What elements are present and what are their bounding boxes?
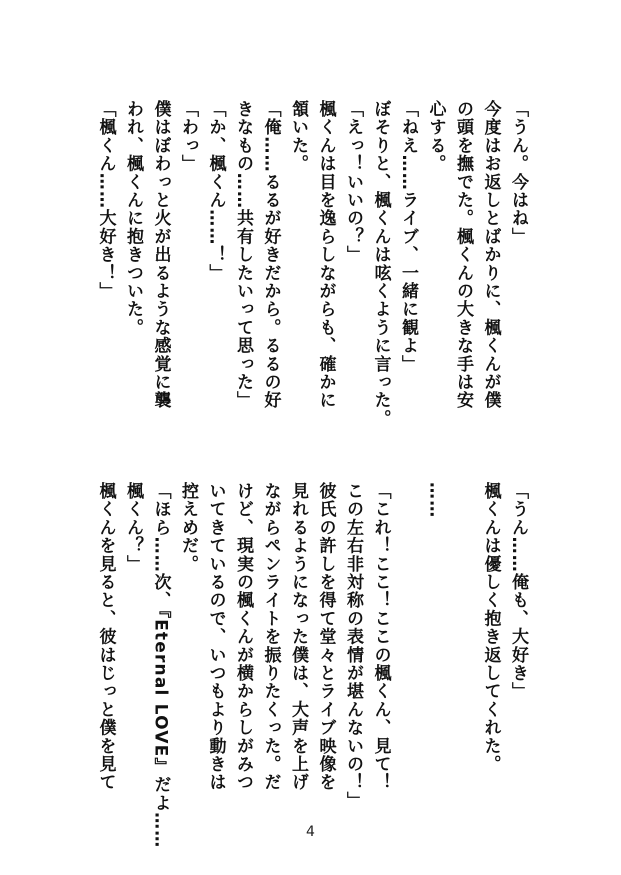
- text-line: ながらペンライトを振りたくった。だ: [260, 482, 281, 792]
- blank-line: [394, 482, 422, 827]
- text-line: 「これ！ここ！ここの楓くん、見て！: [370, 482, 391, 792]
- text-line: 楓くんは目を逸らしながらも、確かに: [315, 100, 336, 410]
- text-line: きなもの……共有したいって思った」: [233, 100, 253, 410]
- text-line: ……: [425, 482, 446, 519]
- text-line: 「ねえ……ライブ、一緒に観よ」: [398, 100, 418, 373]
- text-line: の頭を撫でた。楓くんの大きな手は安: [453, 100, 473, 410]
- text-line: 彼氏の許しを得て堂々とライブ映像を: [315, 482, 336, 792]
- text-line: 「ほら……次、『Eternal LOVE』だよ……: [150, 482, 171, 849]
- text-line: 「えっ！いいの？」: [343, 100, 363, 264]
- text-line: 今度はお返しとばかりに、楓くんが僕: [480, 100, 501, 410]
- text-line: 「うん。今はね」: [508, 100, 528, 246]
- text-line: 「うん……俺も、大好き」: [508, 482, 528, 701]
- text-line: 「俺……るるが好きだから。るるの好: [260, 100, 281, 410]
- text-line: 心する。: [425, 100, 446, 173]
- text-line: 「か、楓くん……！」: [205, 100, 226, 282]
- blank-line: [449, 482, 477, 827]
- text-line: 見れるようになった僕は、大声を上げ: [288, 482, 308, 792]
- text-line: いてきているので、いつもより動きは: [205, 482, 226, 792]
- text-line: 「わっ」: [178, 100, 198, 173]
- lower-text-block: [91, 482, 531, 849]
- text-line: 楓くん？」: [123, 482, 143, 573]
- text-line: 僕はぼわっと火が出るような感覚に襲: [150, 100, 171, 410]
- text-line: けど、現実の楓くんが横からしがみつ: [233, 482, 253, 792]
- text-line: 「楓くん……大好き！」: [95, 100, 116, 301]
- text-line: われ、楓くんに抱きついた。: [123, 100, 143, 337]
- text-line: 楓くんは優しく抱き返してくれた。: [480, 482, 501, 774]
- page-number: 4: [306, 824, 315, 840]
- text-line: ぼそりと、楓くんは呟くように言った。: [370, 100, 391, 428]
- text-line: 楓くんを見ると、彼はじっと僕を見て: [95, 482, 116, 792]
- upper-text-block: [91, 100, 531, 445]
- text-line: この左右非対称の表情が堪んないの！」: [343, 482, 363, 810]
- text-line: 頷いた。: [288, 100, 308, 173]
- text-line: 控えめだ。: [178, 482, 198, 573]
